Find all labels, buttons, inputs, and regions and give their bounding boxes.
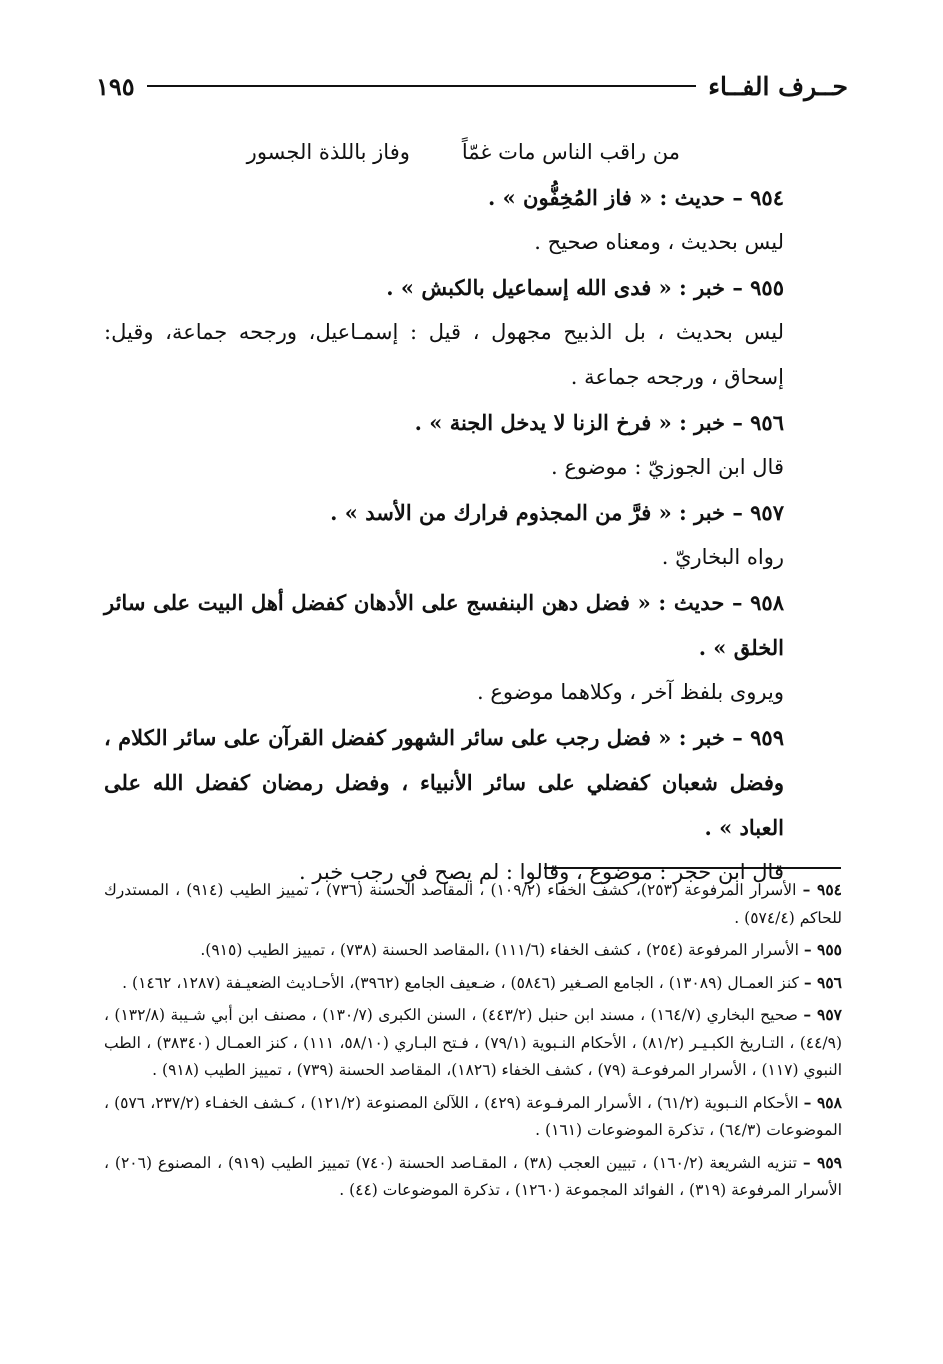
entry-959-comment: قال ابن حجر : موضوع ، وقالوا : لم يصح في رجب خبر . xyxy=(298,860,784,884)
footnote-number: ٩٥٨ – xyxy=(803,1092,842,1112)
entry-958-comment: ويروى بلفظ آخر ، وكلاهما موضوع . xyxy=(476,680,784,704)
footnote-number: ٩٥٩ – xyxy=(802,1152,842,1172)
verse-hemistich-second: وفاز باللذة الجسور xyxy=(246,140,410,164)
footnote-separator xyxy=(544,867,841,869)
footnote-text: الأسرار المرفوعة (٢٥٣)، كشف الخفاء (١٠٩/٢) ، المقاصد الحسنة (٧٣٦) ، تمييز الطيب (٩١٤) ، المستدرك للحاكم (٥٧٤/٤) . xyxy=(104,881,842,927)
footnote-956 xyxy=(104,969,842,998)
entry-956-heading: ٩٥٦ – خبر : « فرخ الزنا لا يدخل الجنة » . xyxy=(414,410,784,435)
running-header xyxy=(96,66,848,106)
footnote-number: ٩٥٤ – xyxy=(802,880,842,899)
footnote-text: تنزيه الشريعة (١٦٠/٢) ، تبيين العجب (٣٨) ، المقـاصد الحسنة (٧٤٠) تمييز الطيب (٩١٩) ، المصنوع (٢٠٦) ، الأسرار المرفوعة (٣١٩) ، الفوائد المجموعة (١٢٦٠) ، تذكرة الموضوعات (٤٤) . xyxy=(104,1153,842,1199)
footnote-text: الأسرار المرفوعة (٢٥٤) ، كشف الخفاء (١١١/٦) ،المقاصد الحسنة (٧٣٨) ، تمييز الطيب (٩١٥). xyxy=(200,941,799,959)
footnote-959 xyxy=(104,1149,842,1205)
footnote-text: كنز العمـال (١٣٠٨٩) ، الجامع الصـغير (٥٨٤٦) ، ضـعيف الجامع (٣٩٦٢)، الأحـاديث الضعيـفة (١٢٨٧، ١٤٦٢) . xyxy=(122,973,799,992)
entry-955-comment: ليس بحديث ، بل الذبيح مجهول ، قيل : إسمـاعيل، ورجحه جماعة، وقيل: إسحاق ، ورجحه جماعة . xyxy=(104,320,784,389)
entry-958-heading: ٩٥٨ – حديث : « فضل دهن البنفسج على الأدهان كفضل أهل البيت على سائر الخلق » . xyxy=(104,590,784,660)
footnote-number: ٩٥٥ – xyxy=(803,940,842,959)
entry-957-comment: رواه البخاريّ . xyxy=(661,545,784,569)
poetry-verse xyxy=(104,130,842,175)
main-text xyxy=(104,130,842,895)
entry-955-heading: ٩٥٥ – خبر : « فدى الله إسماعيل بالكبش » . xyxy=(386,275,784,300)
chapter-title: حــرف الفــاء xyxy=(708,71,848,101)
footnote-954 xyxy=(104,876,842,932)
footnote-number: ٩٥٧ – xyxy=(803,1005,842,1024)
footnotes xyxy=(104,876,842,1209)
footnote-text: صحيح البخاري (١٦٤/٧) ، مسند ابن حنبل (٤٤٣/٢) ، السنن الكبرى (١٣٠/٧) ، مصنف ابن أبي شـيبة (١٣٢/٨) ، (٤٤/٩) ، التـاريخ الكبـيـر (٨١/٢) ، الأحكام النـبوية (٧٩/١) ، فـتح البـاري (٥٨/١٠، ١١١) ، كنز العمـال (٣٨٣٤٠) ، الطب النبوي (١١٧) ، الأسرار المرفوعـة (٧٩) ، كشف الخفاء (١٨٢٦)، المقاصد الحسنة (٧٣٩) ، تمييز الطيب (٩١٨) . xyxy=(104,1006,843,1079)
entry-959-heading: ٩٥٩ – خبر : « فضل رجب على سائر الشهور كفضل القرآن على سائر الكلام ، وفضل شعبان كفضلي على سائر الأنبياء ، وفضل رمضان كفضل الله على العباد » . xyxy=(104,725,784,840)
page-number: ١٩٥ xyxy=(96,71,135,101)
footnote-958 xyxy=(104,1089,842,1145)
entry-954-comment: ليس بحديث ، ومعناه صحيح . xyxy=(534,230,784,254)
entry-954-heading: ٩٥٤ – حديث : « فاز المُخِفُّون » . xyxy=(487,185,784,210)
entry-956-comment: قال ابن الجوزيّ : موضوع . xyxy=(550,455,784,479)
footnote-955 xyxy=(104,936,842,965)
header-rule xyxy=(147,85,697,87)
footnote-number: ٩٥٦ – xyxy=(803,972,842,992)
footnote-text: الأحكام النـبوية (٦١/٢) ، الأسرار المرفـوعة (٤٢٩) ، اللآلئ المصنوعة (١٢١/٢) ، كـشف الخفـاء (٢٣٧/٢، ٥٧٦) ، الموضوعات (٦٤/٣) ، تذكرة الموضوعات (١٦١) . xyxy=(104,1093,842,1139)
footnote-957 xyxy=(104,1001,842,1085)
verse-hemistich-first: من راقب الناس مات غمّاً xyxy=(461,140,680,164)
entry-957-heading: ٩٥٧ – خبر : « فرَّ من المجذوم فرارك من الأسد » . xyxy=(330,500,784,525)
